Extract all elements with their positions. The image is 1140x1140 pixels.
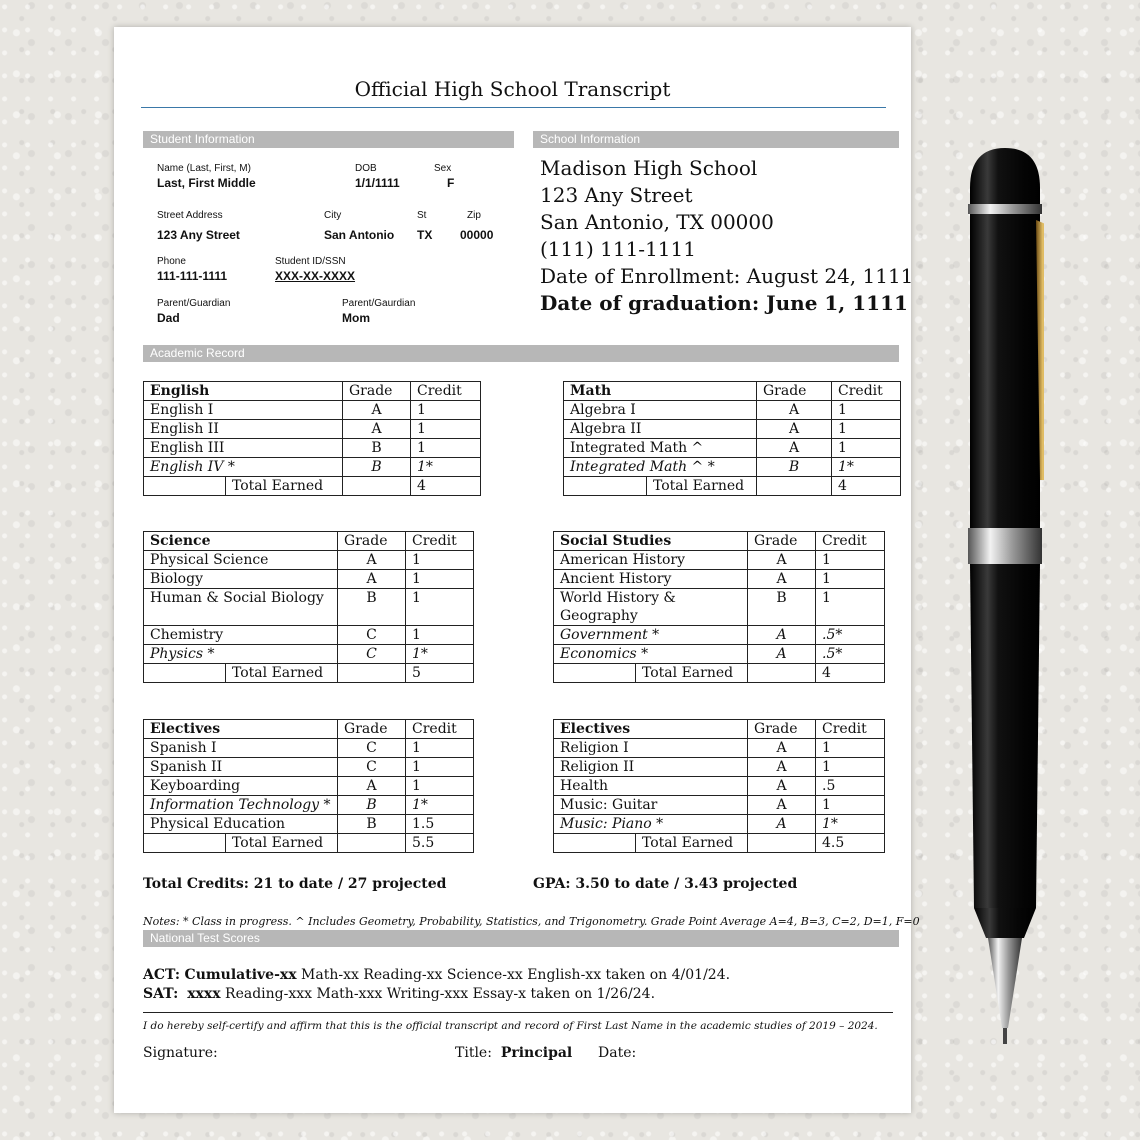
course-credit: 1 [816, 796, 885, 815]
course-name: Physical Education [144, 815, 338, 834]
course-name: Information Technology * [144, 796, 338, 815]
total-label: Total Earned [636, 834, 748, 853]
course-credit: 1 [406, 570, 474, 589]
center-ring [968, 528, 1042, 564]
course-name: Religion I [554, 739, 748, 758]
course-credit: 1* [816, 815, 885, 834]
certify-rule [143, 1012, 893, 1013]
table-row [554, 758, 885, 777]
course-grade: C [338, 758, 406, 777]
credit-header: Credit [832, 382, 901, 401]
act-details: Math-xx Reading-xx Science-xx English-xx taken on 4/01/24. [296, 967, 731, 983]
course-credit: 1 [832, 401, 901, 420]
sat-label: SAT: [143, 986, 179, 1002]
total-label: Total Earned [226, 834, 338, 853]
course-grade: A [338, 551, 406, 570]
act-line [143, 966, 730, 985]
table-row [144, 570, 474, 589]
table-row [144, 739, 474, 758]
english-table [143, 381, 481, 496]
student-id-label: Student ID/SSN [275, 256, 346, 267]
course-name: American History [554, 551, 748, 570]
title-field [455, 1045, 572, 1061]
table-row [564, 458, 901, 477]
total-row [554, 664, 885, 683]
pen-taper [974, 908, 1036, 938]
course-credit: 1.5 [406, 815, 474, 834]
pen-tip [988, 938, 1022, 1028]
course-name: Chemistry [144, 626, 338, 645]
table-row [564, 420, 901, 439]
name-label: Name (Last, First, M) [157, 163, 251, 174]
total-credits: Total Credits: 21 to date / 27 projected [143, 876, 447, 892]
course-grade: A [748, 645, 816, 664]
course-grade: B [338, 796, 406, 815]
course-name: Music: Guitar [554, 796, 748, 815]
school-citystate: San Antonio, TX 00000 [540, 210, 774, 234]
transcript-page [114, 27, 920, 1113]
course-credit: 1 [816, 739, 885, 758]
total-value: 4 [832, 477, 901, 496]
course-name: Physical Science [144, 551, 338, 570]
certification-text: I do hereby self-certify and affirm that this is the official transcript and record of First Last Name in the academic studies of 2019 – 2024. [143, 1020, 878, 1032]
course-credit: 1* [406, 796, 474, 815]
total-row [554, 834, 885, 853]
course-credit: 1 [406, 758, 474, 777]
course-credit: 1 [816, 589, 885, 626]
sat-score: xxxx [187, 986, 221, 1002]
zip-value: 00000 [460, 228, 494, 242]
blank-cell [554, 834, 636, 853]
total-value: 4.5 [816, 834, 885, 853]
course-credit: .5* [816, 626, 885, 645]
course-grade: A [748, 777, 816, 796]
city-value: San Antonio [324, 228, 395, 242]
course-grade: A [757, 439, 832, 458]
total-value: 4 [816, 664, 885, 683]
student-id-value: XXX-XX-XXXX [275, 269, 356, 283]
course-grade: A [757, 401, 832, 420]
school-phone: (111) 111-1111 [540, 237, 696, 261]
sat-line [143, 985, 730, 1004]
table-row [554, 796, 885, 815]
course-grade: C [338, 739, 406, 758]
course-grade: C [338, 645, 406, 664]
dob-label: DOB [355, 163, 377, 174]
course-grade: C [338, 626, 406, 645]
blank-cell [564, 477, 647, 496]
course-grade: A [748, 815, 816, 834]
course-credit: 1 [406, 777, 474, 796]
electives-header: Electives [554, 720, 748, 739]
course-name: Spanish I [144, 739, 338, 758]
course-grade: A [748, 739, 816, 758]
blank-cell [757, 477, 832, 496]
document-title: Official High School Transcript [354, 77, 671, 101]
school-info-bar: School Information [533, 131, 899, 148]
course-credit: 1 [832, 420, 901, 439]
course-name: Biology [144, 570, 338, 589]
course-name: Government * [554, 626, 748, 645]
street-label: Street Address [157, 210, 223, 221]
table-row [144, 796, 474, 815]
course-grade: A [338, 777, 406, 796]
course-name: Algebra II [564, 420, 757, 439]
blank-cell [338, 664, 406, 683]
course-name: Spanish II [144, 758, 338, 777]
math-table [563, 381, 901, 496]
total-label: Total Earned [636, 664, 748, 683]
graduation-date: Date of graduation: June 1, 1111 [540, 291, 908, 315]
enrollment-date: Date of Enrollment: August 24, 1111 [540, 264, 914, 288]
social-studies-table [553, 531, 885, 683]
blank-cell [343, 477, 411, 496]
table-row [554, 626, 885, 645]
sat-details: Reading-xxx Math-xxx Writing-xxx Essay-x taken on 1/26/24. [220, 986, 656, 1002]
table-row [554, 645, 885, 664]
course-grade: B [338, 815, 406, 834]
grade-header: Grade [338, 532, 406, 551]
table-row [144, 815, 474, 834]
parent2-value: Mom [342, 311, 370, 325]
blank-cell [144, 834, 226, 853]
course-grade: A [748, 626, 816, 645]
zip-label: Zip [467, 210, 481, 221]
course-grade: B [757, 458, 832, 477]
total-row [144, 477, 481, 496]
total-value: 4 [411, 477, 481, 496]
academic-record-bar: Academic Record [143, 345, 899, 362]
course-credit: 1 [816, 570, 885, 589]
parent2-label: Parent/Gaurdian [342, 298, 416, 309]
total-label: Total Earned [647, 477, 757, 496]
math-header: Math [564, 382, 757, 401]
grade-header: Grade [748, 532, 816, 551]
grade-header: Grade [757, 382, 832, 401]
course-grade: B [338, 589, 406, 626]
course-credit: 1 [406, 739, 474, 758]
course-name: Economics * [554, 645, 748, 664]
cap-band [968, 204, 1042, 214]
student-name: Last, First Middle [157, 176, 256, 190]
signature-label: Signature: [143, 1045, 218, 1061]
school-street: 123 Any Street [540, 183, 693, 207]
course-credit: 1 [411, 439, 481, 458]
electives-header: Electives [144, 720, 338, 739]
course-credit: 1* [832, 458, 901, 477]
blank-cell [338, 834, 406, 853]
electives-table-2 [553, 719, 885, 853]
table-row [554, 815, 885, 834]
credit-header: Credit [816, 532, 885, 551]
st-value: TX [417, 228, 433, 242]
phone-value: 111-111-1111 [157, 269, 228, 283]
phone-label: Phone [157, 256, 186, 267]
electives-table-1 [143, 719, 474, 853]
table-row [144, 551, 474, 570]
table-row [554, 777, 885, 796]
table-row [554, 551, 885, 570]
st-label: St [417, 210, 427, 221]
total-label: Total Earned [226, 477, 343, 496]
table-row [144, 458, 481, 477]
school-name: Madison High School [540, 156, 758, 180]
city-label: City [324, 210, 342, 221]
notes: Notes: * Class in progress. ^ Includes Geometry, Probability, Statistics, and Trigonometry. Grade Point Average A=4, B=3, C=2, D=1, F=0 [143, 915, 920, 928]
course-credit: 1* [411, 458, 481, 477]
total-label: Total Earned [226, 664, 338, 683]
act-label: ACT: [143, 967, 181, 983]
total-value: 5.5 [406, 834, 474, 853]
course-grade: B [343, 439, 411, 458]
course-name: Integrated Math ^ [564, 439, 757, 458]
dob-value: 1/1/1111 [355, 176, 400, 190]
course-name: Keyboarding [144, 777, 338, 796]
course-name: Ancient History [554, 570, 748, 589]
test-scores [143, 966, 730, 1004]
total-value: 5 [406, 664, 474, 683]
table-row [144, 758, 474, 777]
course-name: English I [144, 401, 343, 420]
grade-header: Grade [343, 382, 411, 401]
course-credit: 1 [411, 401, 481, 420]
course-credit: 1 [816, 551, 885, 570]
title-rule [141, 107, 886, 108]
table-row [144, 420, 481, 439]
course-credit: 1 [411, 420, 481, 439]
course-name: Religion II [554, 758, 748, 777]
student-info-bar: Student Information [143, 131, 514, 148]
course-credit: 1 [406, 589, 474, 626]
course-grade: A [338, 570, 406, 589]
credit-header: Credit [406, 532, 474, 551]
school-info [540, 155, 913, 317]
course-grade: B [343, 458, 411, 477]
date-label: Date: [598, 1045, 637, 1061]
course-credit: 1 [406, 551, 474, 570]
course-credit: .5* [816, 645, 885, 664]
table-row [144, 439, 481, 458]
total-row [564, 477, 901, 496]
course-name: World History & Geography [554, 589, 748, 626]
course-name: Human & Social Biology [144, 589, 338, 626]
course-name: Physics * [144, 645, 338, 664]
act-cumulative: Cumulative-xx [184, 967, 297, 983]
table-row [144, 645, 474, 664]
course-name: Music: Piano * [554, 815, 748, 834]
gpa: GPA: 3.50 to date / 3.43 projected [533, 876, 798, 892]
course-grade: B [748, 589, 816, 626]
parent1-label: Parent/Guardian [157, 298, 231, 309]
course-name: English III [144, 439, 343, 458]
course-grade: A [757, 420, 832, 439]
course-credit: 1 [816, 758, 885, 777]
course-name: Algebra I [564, 401, 757, 420]
course-grade: A [748, 551, 816, 570]
course-credit: 1* [406, 645, 474, 664]
social-studies-header: Social Studies [554, 532, 748, 551]
table-row [144, 777, 474, 796]
table-row [144, 626, 474, 645]
sex-label: Sex [434, 163, 452, 174]
title-value: Principal [500, 1045, 573, 1061]
course-name: English II [144, 420, 343, 439]
science-table [143, 531, 474, 683]
credit-header: Credit [406, 720, 474, 739]
course-credit: 1 [832, 439, 901, 458]
blank-cell [748, 664, 816, 683]
table-row [144, 589, 474, 626]
grade-header: Grade [338, 720, 406, 739]
street-value: 123 Any Street [157, 228, 240, 242]
english-header: English [144, 382, 343, 401]
pen-barrel [970, 564, 1040, 908]
course-grade: A [343, 420, 411, 439]
course-grade: A [343, 401, 411, 420]
credit-header: Credit [411, 382, 481, 401]
course-credit: 1 [406, 626, 474, 645]
total-row [144, 664, 474, 683]
table-row [144, 401, 481, 420]
total-row [144, 834, 474, 853]
parent1-value: Dad [157, 311, 180, 325]
blank-cell [554, 664, 636, 683]
course-grade: A [748, 796, 816, 815]
course-grade: A [748, 758, 816, 777]
course-credit: .5 [816, 777, 885, 796]
blank-cell [144, 477, 226, 496]
grade-header: Grade [748, 720, 816, 739]
table-row [564, 439, 901, 458]
pen-image [966, 148, 1044, 1048]
table-row [564, 401, 901, 420]
sex-value: F [447, 176, 455, 190]
pen-point [1003, 1028, 1007, 1044]
national-test-scores-bar: National Test Scores [143, 930, 899, 947]
table-row [554, 739, 885, 758]
course-name: Health [554, 777, 748, 796]
table-row [554, 589, 885, 626]
title-label: Title: [455, 1045, 492, 1061]
blank-cell [144, 664, 226, 683]
course-name: English IV * [144, 458, 343, 477]
table-row [554, 570, 885, 589]
credit-header: Credit [816, 720, 885, 739]
blank-cell [748, 834, 816, 853]
course-grade: A [748, 570, 816, 589]
course-name: Integrated Math ^ * [564, 458, 757, 477]
science-header: Science [144, 532, 338, 551]
